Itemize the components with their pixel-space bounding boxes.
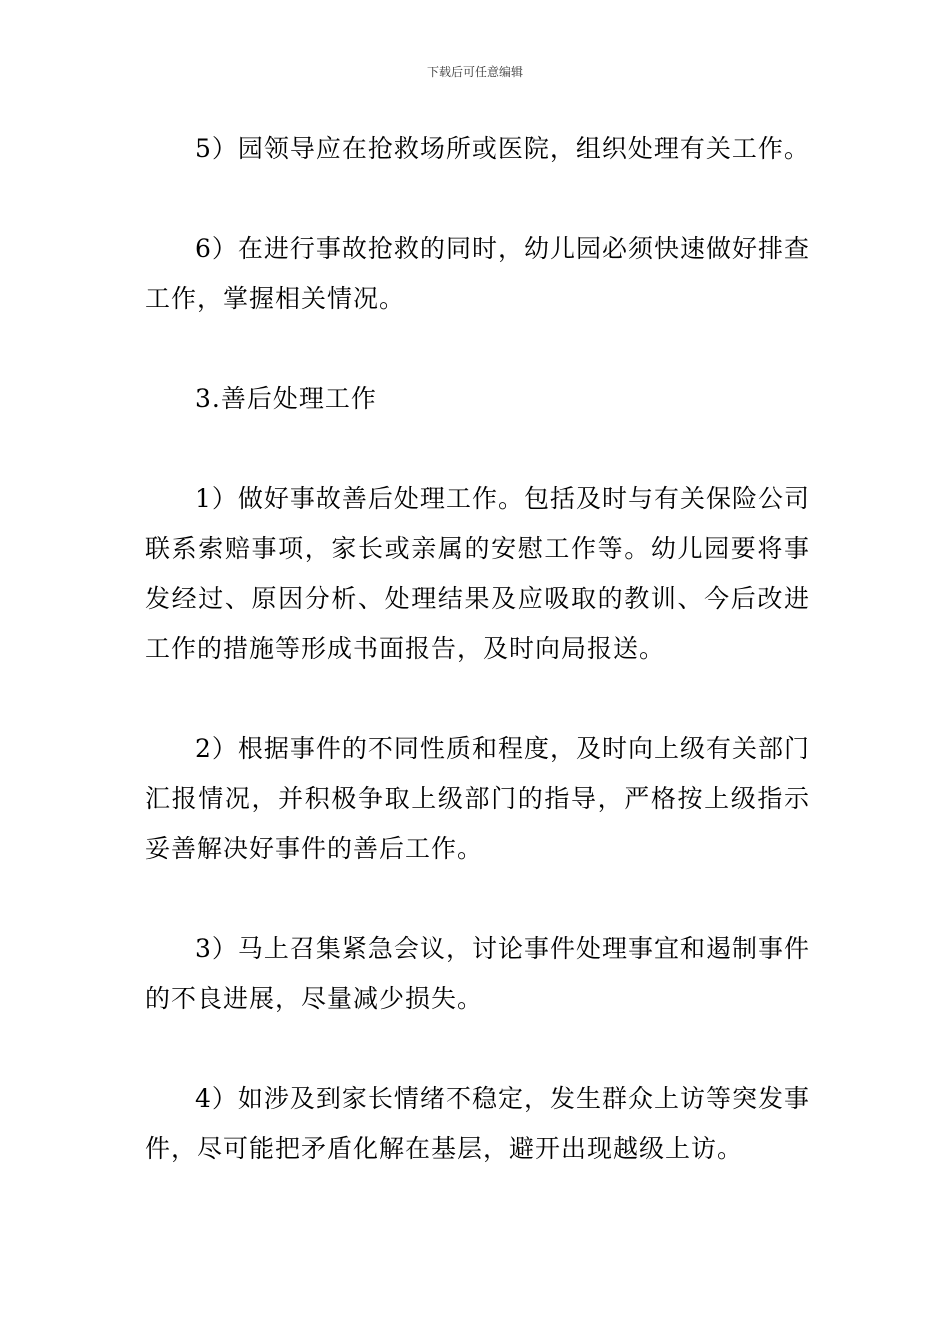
- paragraph-aftermath-1: 1）做好事故善后处理工作。包括及时与有关保险公司联系索赔事项，家长或亲属的安慰工作等。幼儿园要将事发经过、原因分析、处理结果及应吸取的教训、今后改进工作的措施等形成书面报告，及时向局报送。: [145, 484, 810, 663]
- page-header: 下载后可任意编辑: [426, 65, 523, 79]
- document-body: [145, 124, 810, 1224]
- paragraph-aftermath-2: 2）根据事件的不同性质和程度，及时向上级有关部门汇报情况，并积极争取上级部门的指导，严格按上级指示妥善解决好事件的善后工作。: [145, 734, 810, 863]
- paragraph-item-5: 5）园领导应在抢救场所或医院，组织处理有关工作。: [195, 134, 810, 163]
- section-heading-aftermath: 3.善后处理工作: [195, 384, 377, 413]
- paragraph-item-6: 6）在进行事故抢救的同时，幼儿园必须快速做好排查工作，掌握相关情况。: [145, 234, 810, 313]
- paragraph-aftermath-4: 4）如涉及到家长情绪不稳定，发生群众上访等突发事件，尽可能把矛盾化解在基层，避开出现越级上访。: [145, 1084, 810, 1163]
- paragraph-aftermath-3: 3）马上召集紧急会议，讨论事件处理事宜和遏制事件的不良进展，尽量减少损失。: [145, 934, 810, 1013]
